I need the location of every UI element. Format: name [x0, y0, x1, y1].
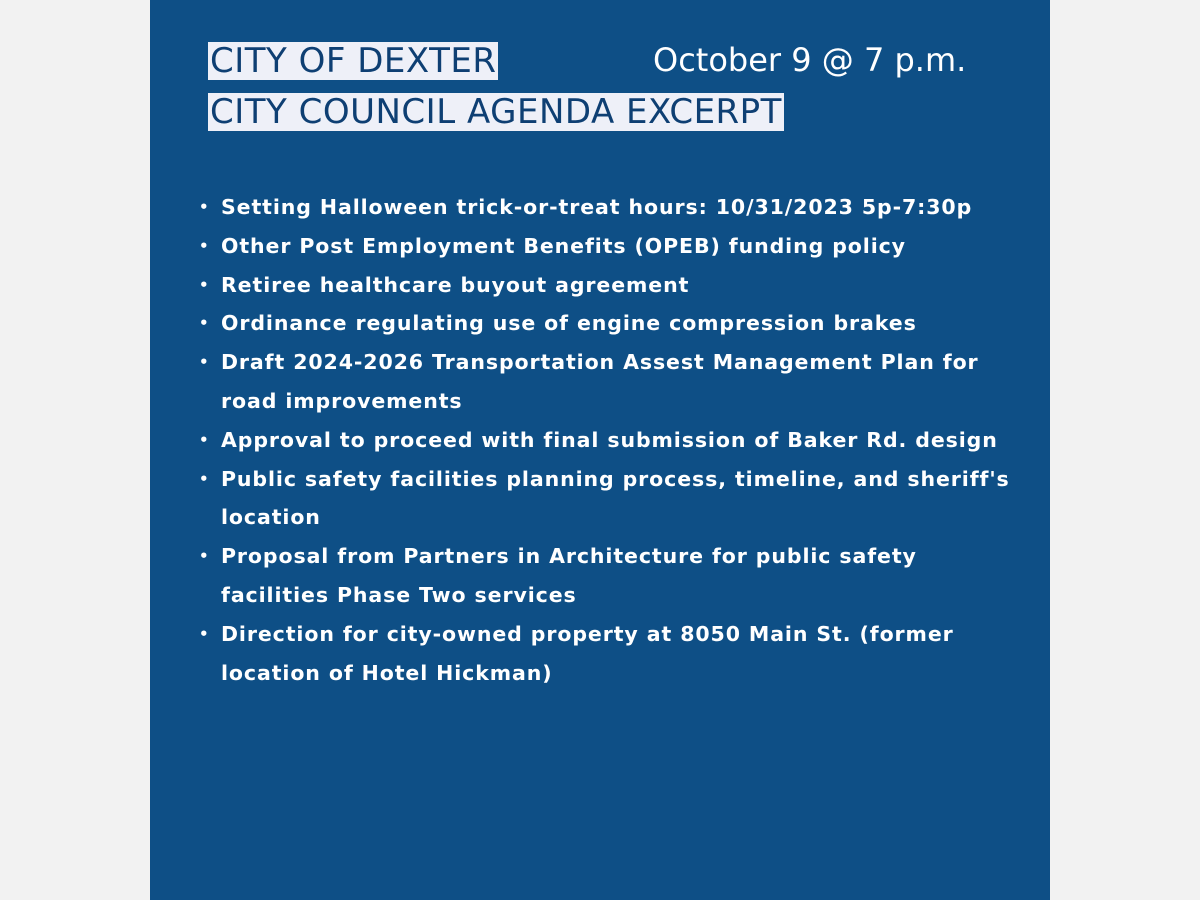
bullet-icon: •	[199, 624, 210, 643]
agenda-item-text: Proposal from Partners in Architecture for public safety facilities Phase Two services	[221, 544, 917, 607]
bullet-icon: •	[199, 314, 210, 333]
agenda-item	[199, 421, 1021, 460]
title-city-name: CITY OF DEXTER	[210, 41, 497, 81]
agenda-item	[199, 615, 1021, 693]
agenda-item	[199, 227, 1021, 266]
title-agenda-excerpt: CITY COUNCIL AGENDA EXCERPT	[210, 92, 782, 132]
agenda-item	[199, 537, 1021, 615]
agenda-panel	[150, 0, 1050, 900]
agenda-item-text: Other Post Employment Benefits (OPEB) funding policy	[221, 233, 906, 258]
agenda-item-text: Approval to proceed with final submission of Baker Rd. design	[221, 427, 998, 452]
agenda-list	[199, 188, 1021, 692]
agenda-item	[199, 266, 1021, 305]
agenda-item-text: Setting Halloween trick-or-treat hours: 10/31/2023 5p-7:30p	[221, 195, 973, 219]
bullet-icon: •	[199, 275, 210, 294]
bullet-icon: •	[199, 236, 210, 255]
bullet-icon: •	[199, 547, 210, 566]
bullet-icon: •	[199, 430, 210, 449]
agenda-item-text: Draft 2024-2026 Transportation Assest Management Plan for road improvements	[221, 350, 979, 413]
agenda-item	[199, 188, 1021, 227]
bullet-icon: •	[199, 353, 210, 372]
agenda-item-text: Ordinance regulating use of engine compression brakes	[221, 311, 917, 336]
bullet-icon: •	[199, 469, 210, 488]
agenda-item	[199, 460, 1021, 538]
meeting-date: October 9 @ 7 p.m.	[653, 41, 967, 79]
agenda-item-text: Public safety facilities planning process, timeline, and sheriff's location	[221, 466, 1010, 530]
bullet-icon: •	[199, 198, 210, 216]
agenda-item-text: Retiree healthcare buyout agreement	[221, 272, 690, 297]
agenda-item	[199, 304, 1021, 343]
agenda-item	[199, 343, 1021, 421]
agenda-item-text: Direction for city-owned property at 8050 Main St. (former location of Hotel Hickman)	[221, 621, 954, 685]
